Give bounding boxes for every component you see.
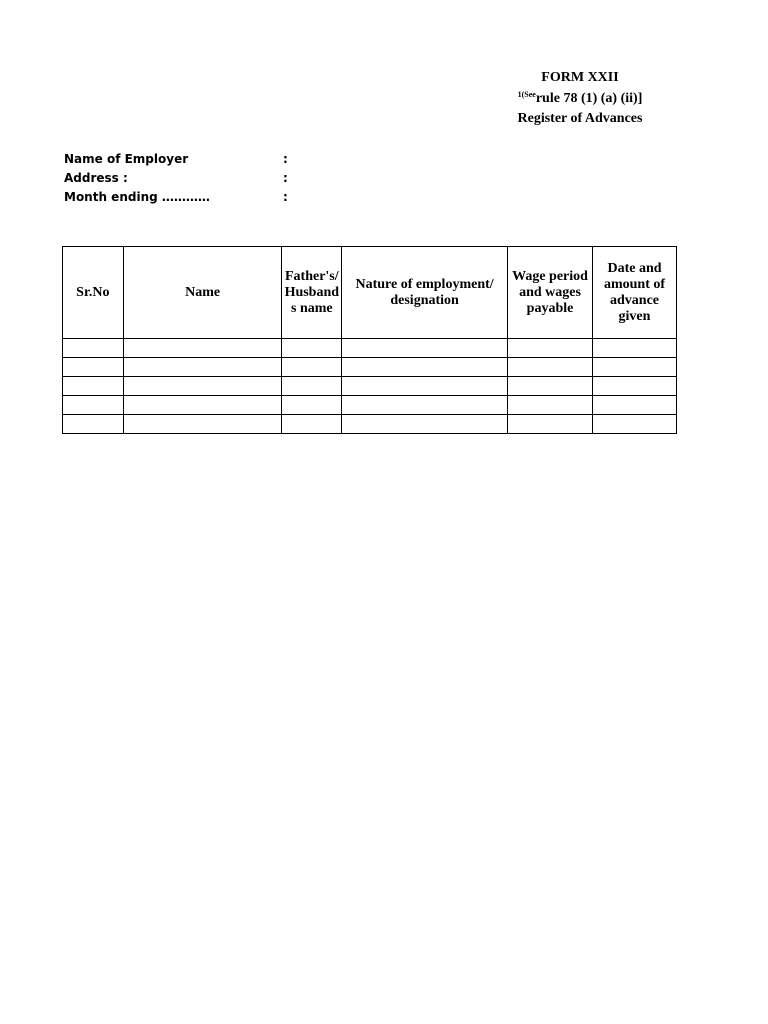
table-cell	[342, 377, 508, 396]
table-cell	[63, 415, 124, 434]
table-cell	[282, 358, 342, 377]
header-father-husband-name: Father's/ Husbands name	[282, 247, 342, 339]
address-colon: :	[283, 171, 288, 185]
address-row	[64, 169, 304, 187]
table-cell	[63, 396, 124, 415]
employer-name-colon: :	[283, 152, 288, 166]
header-date-amount-advance: Date and amount of advance given	[593, 247, 677, 339]
header-nature-of-employment: Nature of employment/ designation	[342, 247, 508, 339]
table-cell	[123, 415, 282, 434]
table-row	[63, 415, 677, 434]
table-cell	[123, 396, 282, 415]
rule-text: rule 78 (1) (a) (ii)]	[535, 91, 643, 106]
table-cell	[63, 377, 124, 396]
rule-superscript: 1(See	[517, 90, 536, 99]
table-cell	[63, 358, 124, 377]
table-cell	[282, 377, 342, 396]
table-row	[63, 377, 677, 396]
table-cell	[342, 396, 508, 415]
table-cell	[593, 358, 677, 377]
employer-name-label: Name of Employer	[64, 152, 189, 166]
table-row	[63, 358, 677, 377]
table-row	[63, 339, 677, 358]
month-ending-label: Month ending …………	[64, 190, 210, 204]
table-row	[63, 396, 677, 415]
month-ending-row	[64, 188, 304, 206]
table-cell	[593, 377, 677, 396]
table-cell	[282, 396, 342, 415]
header-wage-period: Wage period and wages payable	[508, 247, 593, 339]
table-header-row	[63, 247, 677, 339]
header-sr-no: Sr.No	[63, 247, 124, 339]
table-cell	[123, 377, 282, 396]
table-cell	[342, 339, 508, 358]
table-cell	[282, 415, 342, 434]
month-ending-colon: :	[283, 190, 288, 204]
table-cell	[342, 415, 508, 434]
address-label: Address :	[64, 171, 128, 185]
advances-register-table	[62, 246, 677, 434]
table-cell	[342, 358, 508, 377]
table-cell	[593, 339, 677, 358]
table-cell	[508, 358, 593, 377]
table-cell	[63, 339, 124, 358]
table-cell	[593, 415, 677, 434]
rule-reference	[480, 90, 680, 107]
table-cell	[123, 339, 282, 358]
register-title: Register of Advances	[517, 111, 643, 126]
table-cell	[593, 396, 677, 415]
table-cell	[508, 377, 593, 396]
header-name: Name	[123, 247, 282, 339]
form-title: FORM XXII	[541, 70, 619, 85]
table-cell	[508, 339, 593, 358]
table-cell	[123, 358, 282, 377]
employer-name-row	[64, 150, 304, 168]
table-cell	[282, 339, 342, 358]
table-cell	[508, 396, 593, 415]
table-cell	[508, 415, 593, 434]
